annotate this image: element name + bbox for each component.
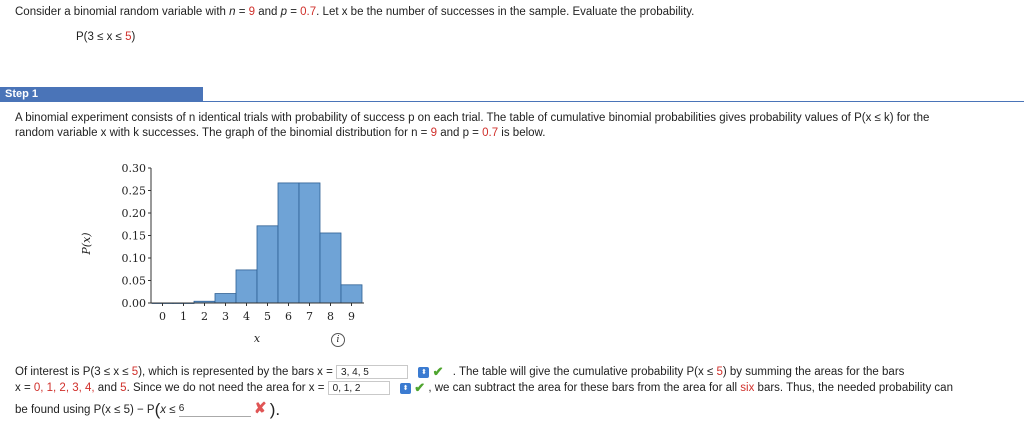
x-tick-label: 6 (285, 310, 292, 323)
cumulative-bound-input[interactable]: 6 (179, 402, 251, 417)
x-tick-label: 1 (180, 310, 187, 323)
bar-x-7 (299, 183, 320, 303)
probability-expression: P(3 ≤ x ≤ 5) (76, 31, 136, 43)
binomial-distribution-chart (75, 155, 385, 345)
y-tick-label: 0.30 (121, 162, 146, 175)
y-tick-label: 0.25 (121, 184, 146, 198)
check-icon: ✔ (414, 380, 426, 395)
step-paragraph-line1: A binomial experiment consists of n identical trials with probability of success p on each trial. The table of cumulative binomial probabilities gives probability values of P(x ≤ k) for the (15, 112, 930, 124)
bar-x-5 (257, 226, 278, 303)
incorrect-x-icon: ✘ (253, 400, 267, 417)
excluded-bars-dropdown[interactable]: 0, 1, 2 (328, 381, 390, 395)
x-tick-label: 4 (243, 310, 250, 323)
answer-line1: Of interest is P(3 ≤ x ≤ 5), which is represented by the bars x = 3, 4, 5 ⬍ ✔ . The table will give the cumulative probability P(x ≤ 5) by summing the areas for the bars (15, 364, 905, 379)
bar-x-6 (278, 183, 299, 303)
x-tick-label: 7 (306, 310, 313, 323)
question-text: Consider a binomial random variable with n = 9 and p = 0.7. Let x be the number of successes in the sample. Evaluate the probability. (15, 6, 695, 18)
bar-x-9 (341, 285, 362, 303)
y-axis-label: P(x) (80, 232, 93, 255)
bar-x-4 (236, 270, 257, 303)
step-header: Step 1 (0, 87, 203, 102)
bar-x-8 (320, 233, 341, 303)
y-tick-label: 0.10 (121, 252, 146, 265)
bars-dropdown[interactable]: 3, 4, 5 (336, 365, 408, 379)
answer-line3: be found using P(x ≤ 5) − P(x ≤ 6 ✘ ). (15, 399, 281, 419)
y-tick-label: 0.05 (121, 274, 146, 288)
y-tick-label: 0.00 (121, 297, 146, 310)
x-tick-label: 2 (201, 310, 208, 323)
step-paragraph-line2: random variable x with k successes. The graph of the binomial distribution for n = 9 and p = 0.7 is below. (15, 127, 546, 139)
x-tick-label: 5 (264, 310, 271, 323)
y-tick-label: 0.20 (121, 207, 146, 220)
x-tick-label: 8 (327, 310, 334, 323)
check-icon: ✔ (432, 364, 444, 379)
info-icon-glyph: i (336, 335, 340, 345)
bar-x-3 (215, 294, 236, 303)
y-tick-label: 0.15 (121, 229, 146, 243)
dropdown-arrow-icon[interactable]: ⬍ (418, 367, 429, 378)
x-tick-label: 9 (348, 310, 355, 323)
step-divider (203, 101, 1024, 102)
answer-line2: x = 0, 1, 2, 3, 4, and 5. Since we do not need the area for x = 0, 1, 2 ⬍ ✔ , we can subtract the area for these bars from the area for all six bars. Thus, the needed probability can (15, 380, 953, 395)
dropdown-arrow-icon[interactable]: ⬍ (400, 383, 411, 394)
x-axis-label: x (253, 332, 261, 345)
x-tick-label: 0 (159, 310, 166, 323)
info-icon[interactable] (331, 333, 345, 347)
x-tick-label: 3 (222, 310, 229, 323)
